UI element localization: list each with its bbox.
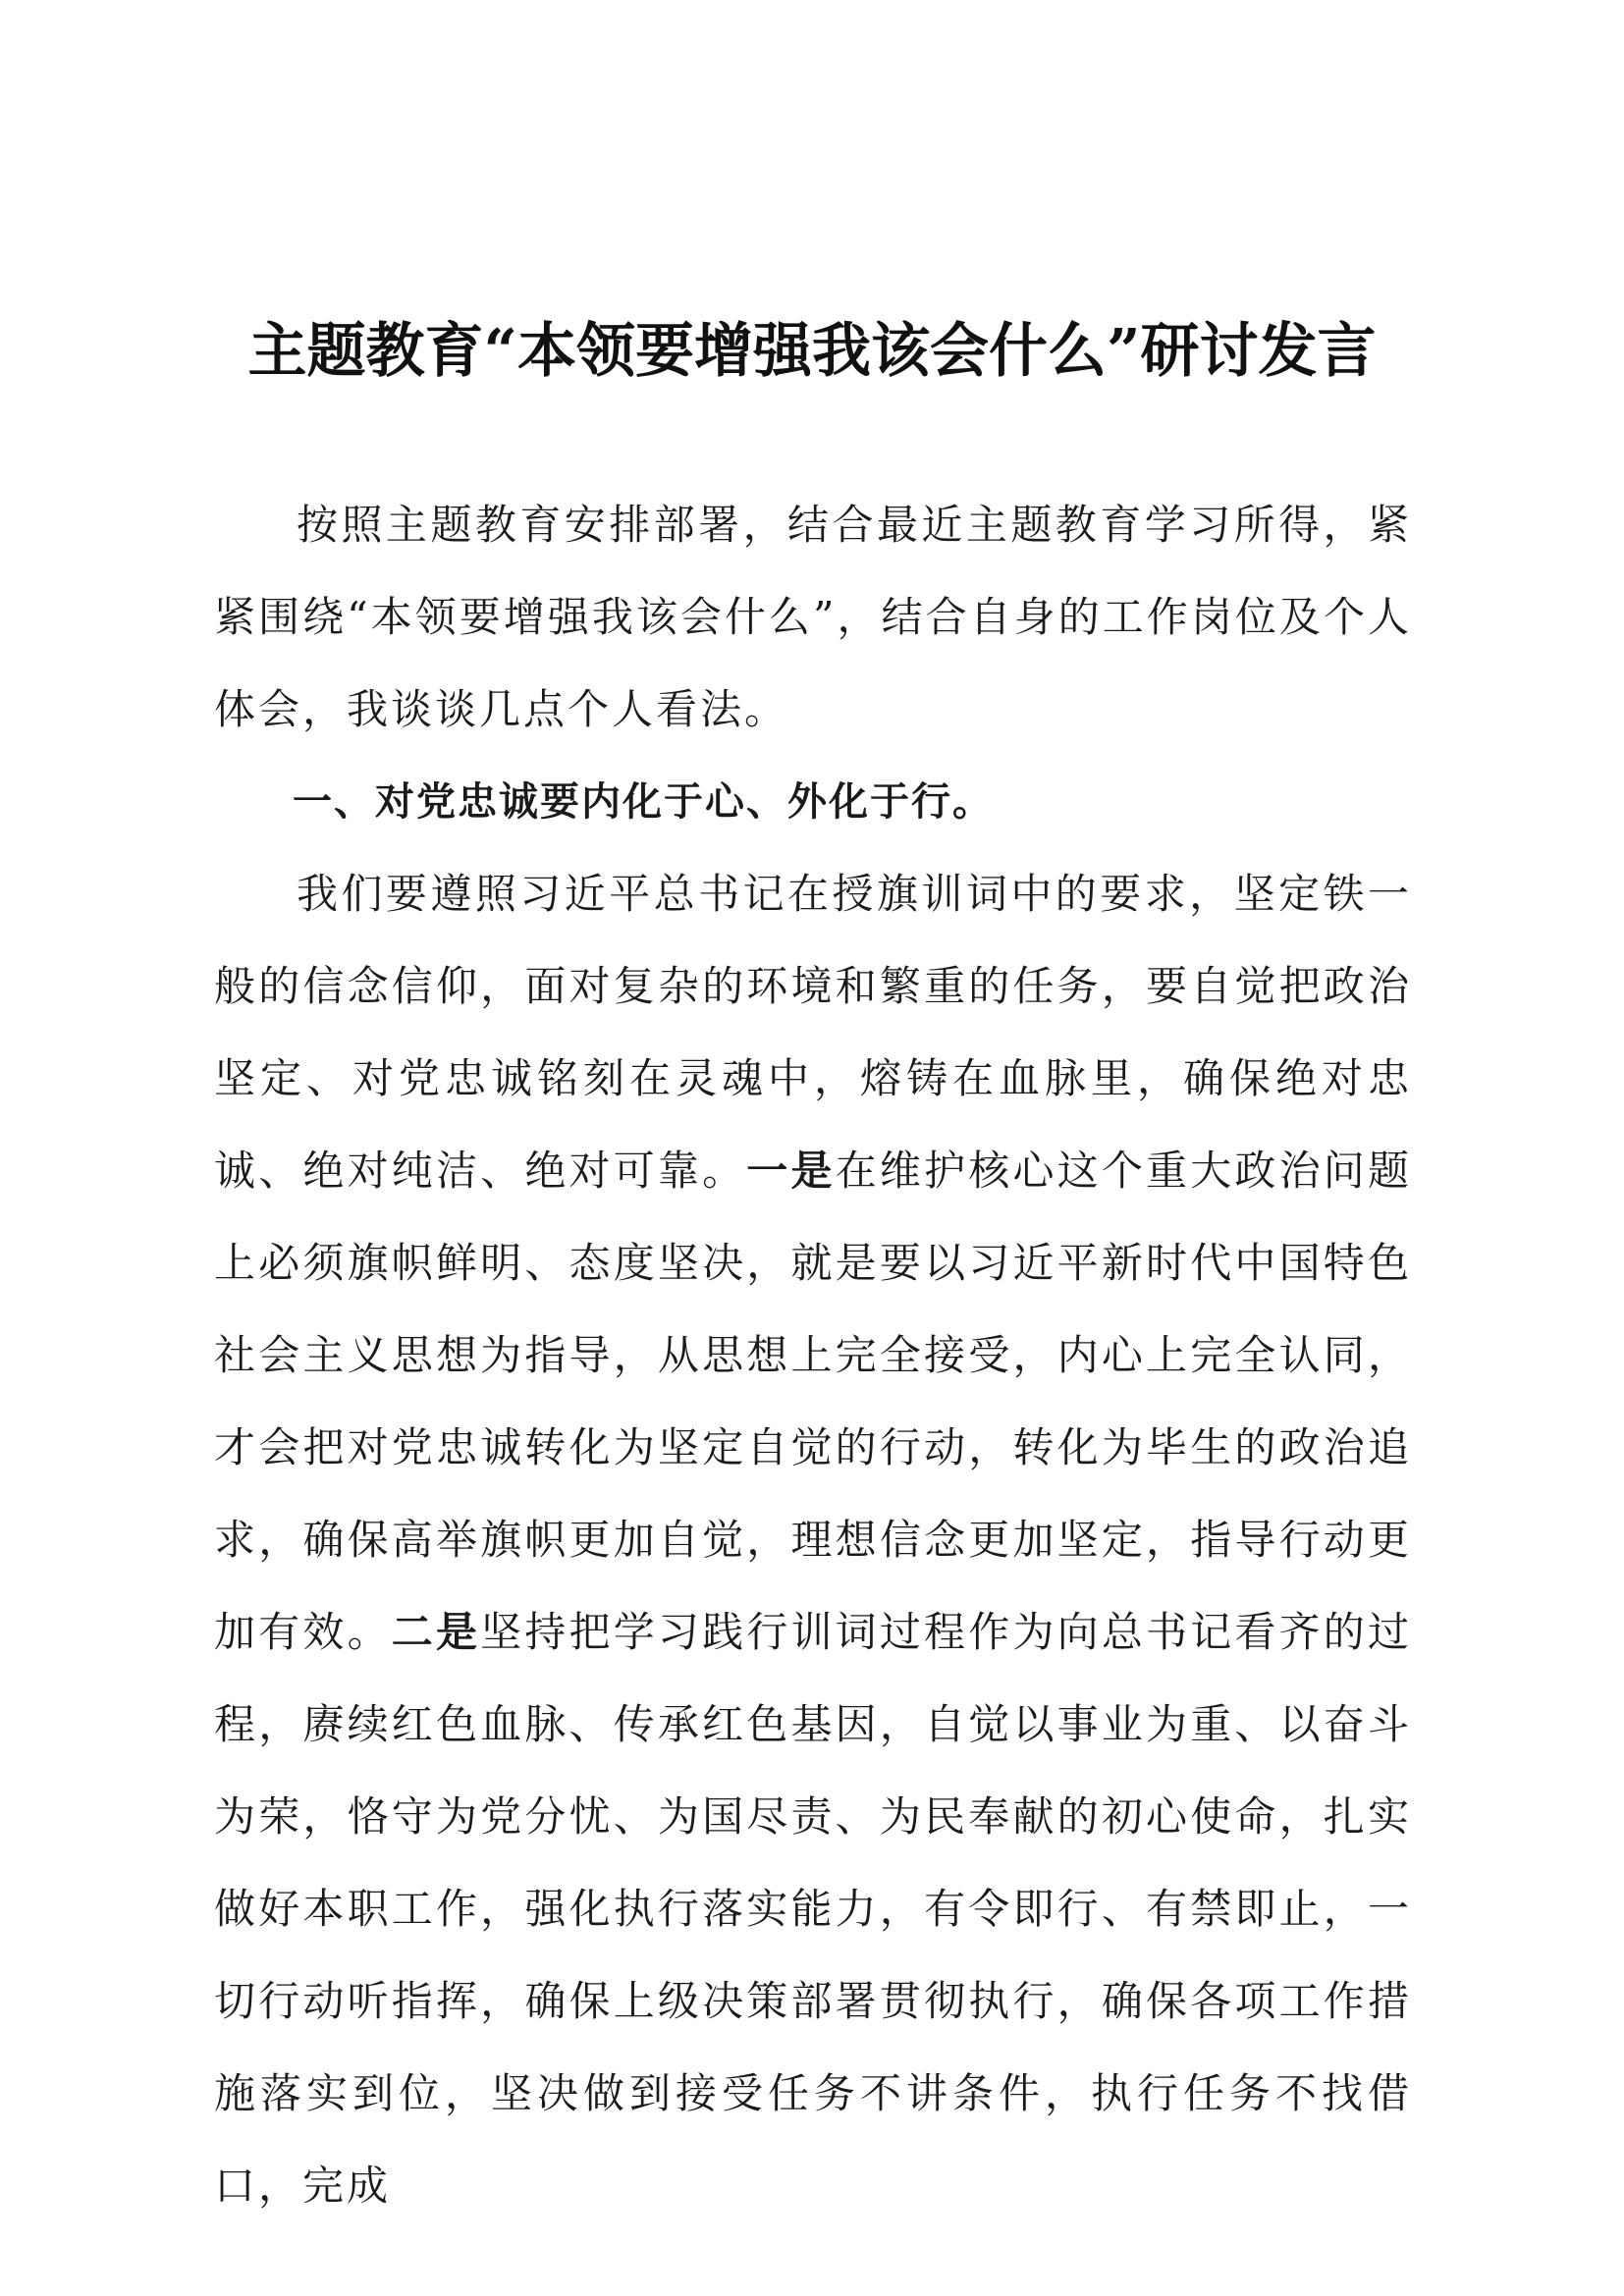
paragraph-text: 我们要遵照习近平总书记在授旗训词中的要求，坚定铁一般的信念信仰，面对复杂的环境和繁重的任务，要自觉把政治坚定、对党忠诚铭刻在灵魂中，熔铸在血脉里，确保绝对忠诚、绝对纯洁、绝对可靠。 [214,870,1412,1195]
point-label: 一是 [746,1147,836,1195]
document-body [214,479,1412,2232]
paragraph-text: 在维护核心这个重大政治问题上必须旗帜鲜明、态度坚决，就是要以习近平新时代中国特色社会主义思想为指导，从思想上完全接受，内心上完全认同，才会把对党忠诚转化为坚定自觉的行动，转化为毕生的政治追求，确保高举旗帜更加自觉，理想信念更加坚定，指导行动更加有效。 [214,1147,1412,1656]
paragraph-text: 坚持把学习践行训词过程作为向总书记看齐的过程，赓续红色血脉、传承红色基因，自觉以事业为重、以奋斗为荣，恪守为党分忧、为国尽责、为民奉献的初心使命，扎实做好本职工作，强化执行落实能力，有令即行、有禁即止，一切行动听指挥，确保上级决策部署贯彻执行，确保各项工作措施落实到位，坚决做到接受任务不讲条件，执行任务不找借口，完成 [214,1608,1412,2210]
document-title: 主题教育“本领要增强我该会什么”研讨发言 [247,317,1377,386]
body-paragraph [214,848,1412,2232]
section-heading: 一、对党忠诚要内化于心、外化于行。 [293,779,994,825]
intro-paragraph: 按照主题教育安排部署，结合最近主题教育学习所得，紧紧围绕“本领要增强我该会什么”，结合自身的工作岗位及个人体会，我谈谈几点个人看法。 [214,501,1412,733]
point-label: 二是 [391,1608,481,1656]
